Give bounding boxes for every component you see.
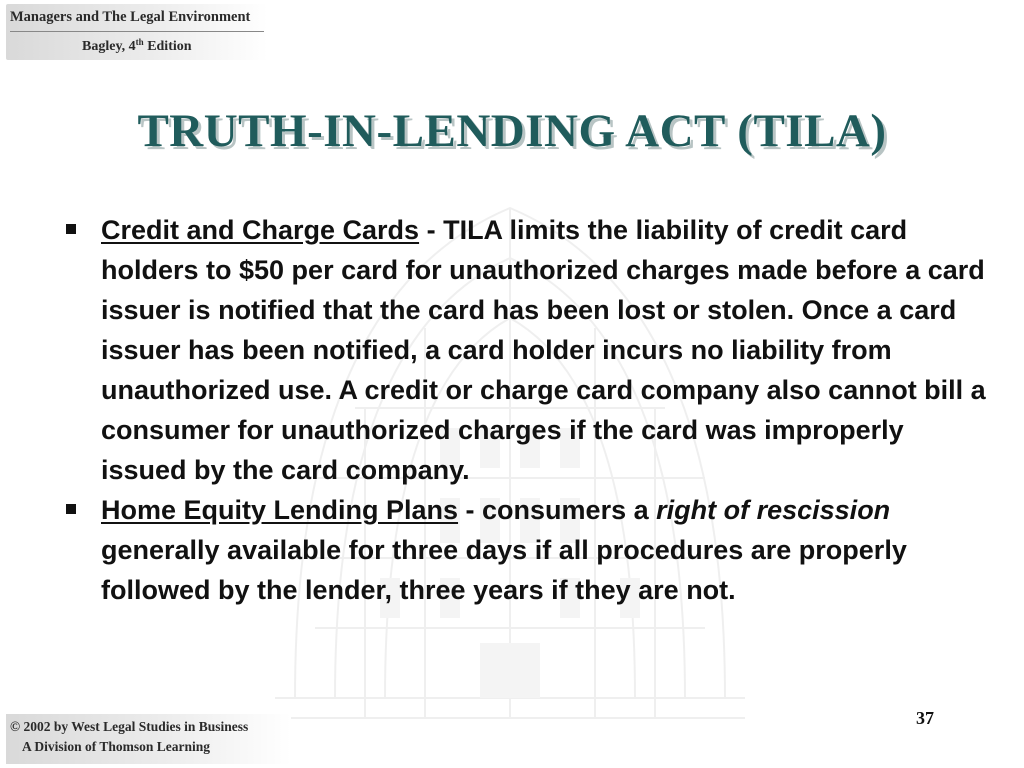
course-header (6, 4, 268, 60)
bullet-square-icon (66, 504, 76, 514)
page-number: 37 (916, 708, 934, 728)
bullet-text-before: - consumers a (458, 495, 657, 525)
edition-author: Bagley, 4 (82, 39, 136, 54)
bullet-square-icon (66, 224, 76, 234)
course-edition (82, 37, 192, 55)
bullet-home-equity (62, 490, 987, 610)
bullet-credit-cards (62, 210, 987, 490)
edition-ordinal: th (135, 37, 144, 47)
edition-label: Edition (143, 39, 192, 54)
bullet-list (62, 210, 987, 610)
bullet-text: - TILA limits the liability of credit card holders to $50 per card for unauthorized charges made before a card issuer is notified that the card has been lost or stolen. Once a card issuer has been notified, a card holder incurs no liability from unauthorized use. A credit or charge card company also cannot bill a consumer for unauthorized charges if the card was improperly issued by the card company. (101, 215, 986, 485)
course-title: Managers and The Legal Environment (10, 9, 251, 25)
copyright-line: © 2002 by West Legal Studies in Business (10, 719, 249, 734)
bullet-italic-term: right of rescission (656, 495, 891, 525)
copyright-footer (6, 714, 291, 764)
bullet-term: Home Equity Lending Plans (101, 495, 459, 525)
publisher-line: A Division of Thomson Learning (22, 739, 211, 754)
bullet-text-after: generally available for three days if all procedures are properly followed by the lender, three years if they are not. (101, 535, 907, 605)
bullet-term: Credit and Charge Cards (101, 215, 420, 245)
slide-title: TRUTH-IN-LENDING ACT (TILA) (137, 105, 887, 157)
header-divider (10, 31, 264, 32)
